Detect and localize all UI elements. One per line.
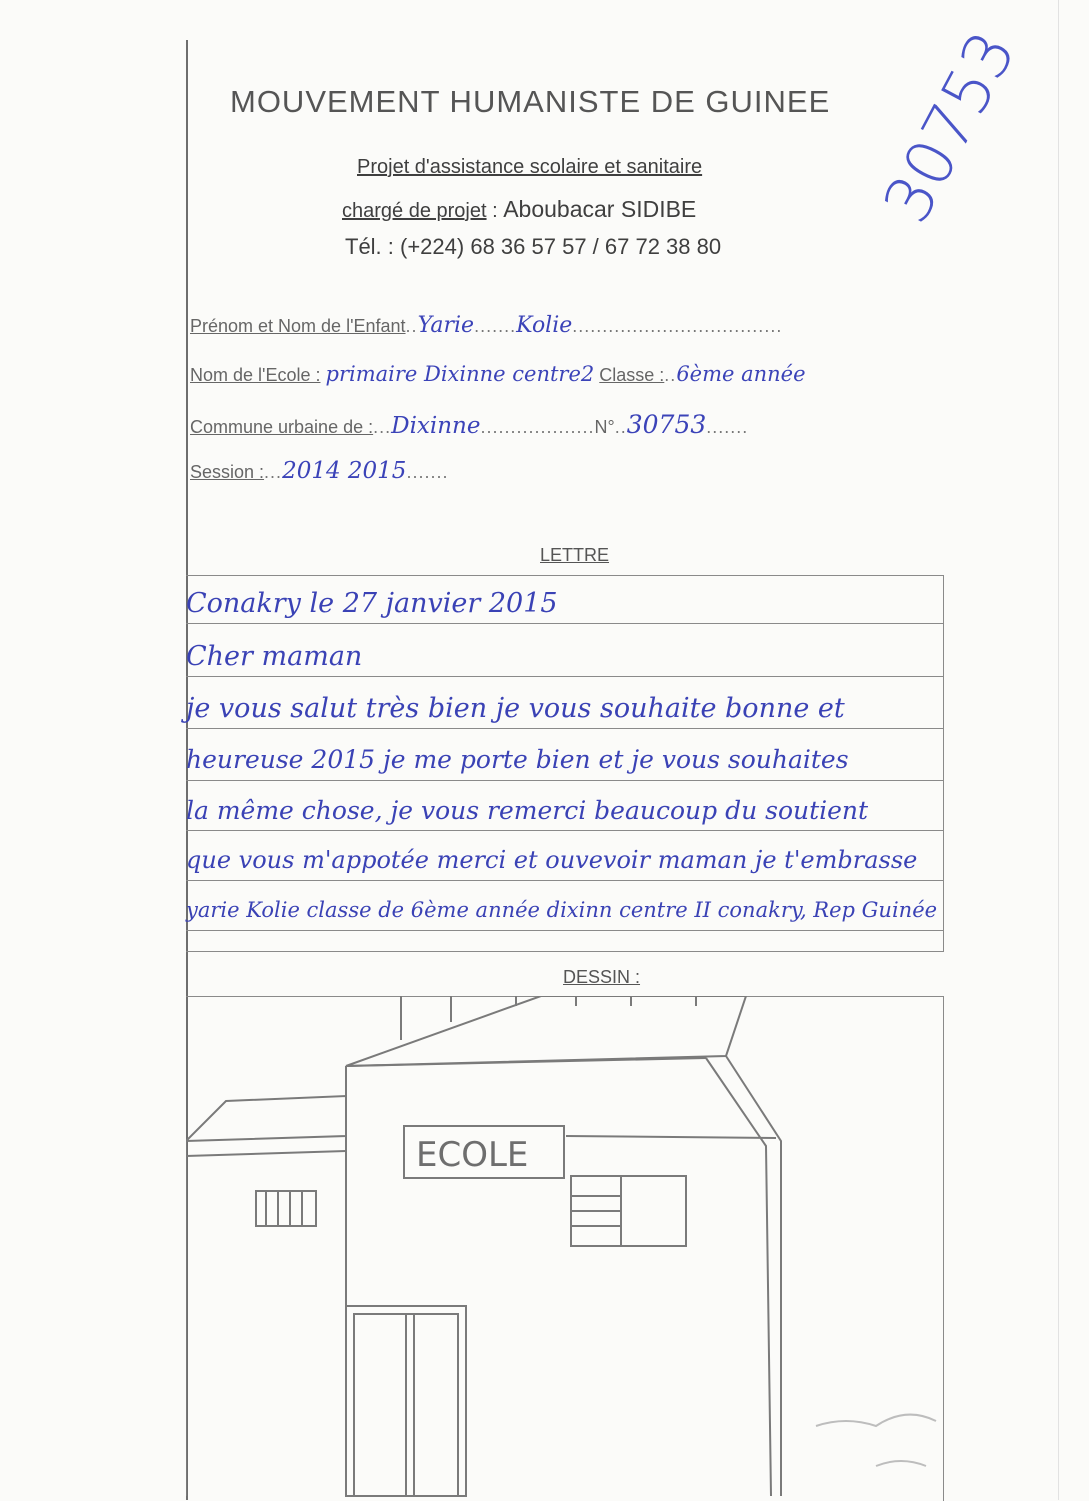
number-label: N°	[594, 417, 615, 437]
letter-line: je vous salut très bien je vous souhaite bonne et	[186, 693, 845, 724]
project-manager	[342, 196, 696, 223]
session-value: 2014 2015	[282, 458, 407, 484]
letter-rule	[186, 780, 943, 781]
letter-heading: LETTRE	[540, 545, 610, 565]
child-first-name: Yarie	[417, 313, 475, 338]
letter-line: Cher maman	[186, 641, 363, 672]
handwritten-stamp-number: 30753	[870, 20, 1031, 235]
child-name-label: Prénom et Nom de l'Enfant	[190, 316, 406, 336]
manager-separator: :	[486, 200, 504, 222]
organization-title: MOUVEMENT HUMANISTE DE GUINEE	[230, 84, 831, 119]
letter-rule	[186, 930, 943, 931]
page-edge	[1058, 0, 1059, 1500]
school-building-drawing	[186, 996, 943, 1500]
class-value: 6ème année	[676, 362, 806, 386]
child-name-field: Prénom et Nom de l'Enfant..Yarie.......Kolie...................................	[190, 313, 783, 338]
commune-value: Dixinne	[391, 413, 481, 439]
school-name: primaire Dixinne centre2	[325, 362, 595, 386]
letter-line: que vous m'appotée merci et ouvevoir maman je t'embrasse	[186, 846, 918, 874]
sign-text: ECOLE	[416, 1135, 529, 1175]
roof-shape	[346, 996, 746, 1066]
letter-line: yarie Kolie classe de 6ème année dixinn centre II conakry, Rep Guinée	[186, 898, 938, 922]
commune-label: Commune urbaine de :	[190, 417, 374, 437]
commune-field: Commune urbaine de :...Dixinne...................N°..30753.......	[190, 410, 749, 439]
letter-rule	[186, 830, 943, 831]
school-field: Nom de l'Ecole : primaire Dixinne centre2 Classe :..6ème année	[190, 362, 806, 386]
session-field: Session :...2014 2015.......	[190, 458, 449, 484]
child-last-name: Kolie	[516, 313, 573, 338]
phone-number: Tél. : (+224) 68 36 57 57 / 67 72 38 80	[345, 234, 722, 259]
manager-label: chargé de projet	[342, 200, 487, 222]
number-value: 30753	[626, 410, 707, 439]
letter-rule	[186, 728, 943, 729]
drawing-heading: DESSIN :	[563, 967, 641, 987]
school-label: Nom de l'Ecole :	[190, 365, 321, 385]
letter-rule	[186, 623, 943, 624]
letter-rule	[186, 880, 943, 881]
session-label: Session :	[190, 462, 265, 482]
class-label: Classe :	[599, 365, 665, 385]
letter-line: heureuse 2015 je me porte bien et je vous souhaites	[186, 745, 849, 774]
letter-line: Conakry le 27 janvier 2015	[186, 588, 558, 619]
letter-line: la même chose, je vous remerci beaucoup du soutient	[186, 796, 869, 825]
letter-rule	[186, 676, 943, 677]
manager-name: Aboubacar SIDIBE	[503, 196, 697, 222]
project-name: Projet d'assistance scolaire et sanitaire	[357, 156, 703, 178]
annex-roof	[186, 1096, 346, 1141]
